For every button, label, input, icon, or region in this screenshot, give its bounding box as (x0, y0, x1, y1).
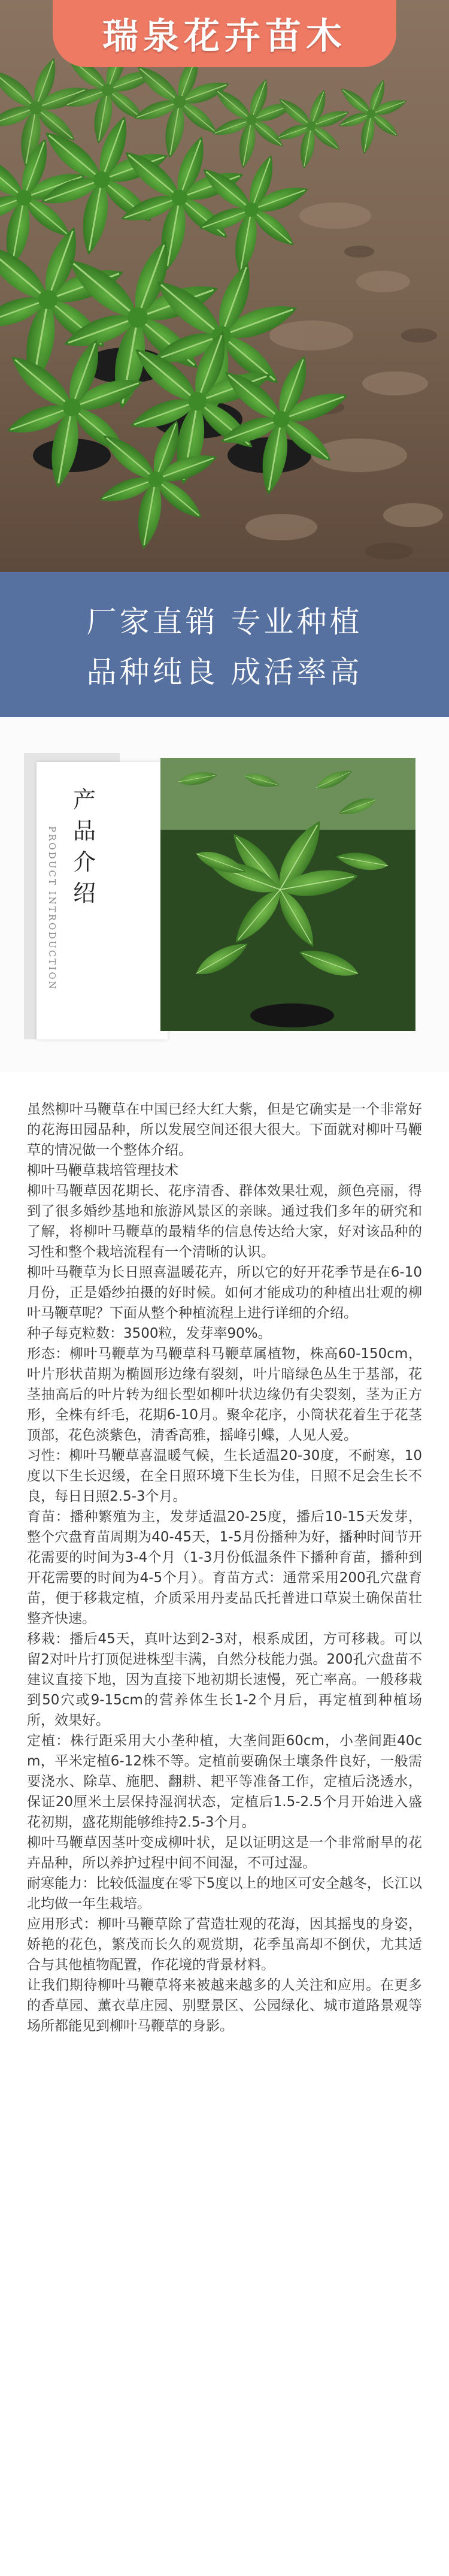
article-paragraph: 柳叶马鞭草因花期长、花序清香、群体效果壮观，颜色亮丽，得到了很多婚纱基地和旅游风景区的亲睐。通过我们多年的研究和了解，将柳叶马鞭草的最精华的信息传达给大家，好对该品种的习性和整个栽培流程有一个清晰的认识。 (27, 1183, 422, 1260)
article-paragraph: 定植：株行距采用大小垄种植，大垄间距60cm，小垄间距40cm，平米定植6-12株不等。定植前要确保土壤条件良好，一般需要浇水、除草、施肥、翻耕、耙平等准备工作，定植后浇透水，保证20厘米土层保持湿润状态，定植后1.5-2.5个月开始进入盛花初期，盛花期能够维持2.5-3个月。 (27, 1733, 422, 1830)
product-intro-section (0, 717, 449, 1072)
article-paragraph: 虽然柳叶马鞭草在中国已经大红大紫，但是它确实是一个非常好的花海田园品种，所以发展空间还很大很大。下面就对柳叶马鞭草的情况做一个整体介绍。 (27, 1102, 422, 1158)
intro-title: 产品介绍 (73, 787, 96, 906)
article-paragraph: 习性：柳叶马鞭草喜温暖气候，生长适温20-30度，不耐寒，10度以下生长迟缓，在全日照环境下生长为佳，日照不足会生长不良，每日日照2.5-3个月。 (27, 1448, 422, 1504)
slogan-line-2: 品种纯良 成活率高 (86, 655, 363, 690)
article-paragraph: 形态：柳叶马鞭草为马鞭草科马鞭草属植物，株高60-150cm，叶片形状苗期为椭圆形边缘有裂刻，叶片暗绿色丛生于基部，花茎抽高后的叶片转为细长型如柳叶状边缘仍有尖裂刻，茎为正方形，全株有纤毛，花期6-10月。聚伞花序，小筒状花着生于花茎顶部，花色淡紫色，清香高雅，摇峰引蝶，人见人爱。 (27, 1346, 422, 1443)
article-paragraph: 种子每克粒数：3500粒，发芽率90%。 (27, 1326, 272, 1341)
article-paragraph: 移栽：播后45天，真叶达到2-3对，根系成团，方可移栽。可以留2对叶片打顶促进株型丰满，自然分枝能力强。200孔穴盘苗不建议直接下地，因为直接下地初期长速慢，死亡率高。一般移栽到50穴或9-15cm的营养体生长1-2个月后，再定植到种植场所，效果好。 (27, 1631, 422, 1728)
brand-title-banner (53, 0, 396, 67)
article-paragraph: 柳叶马鞭草为长日照喜温暖花卉，所以它的好开花季节是在6-10月份，正是婚纱拍摄的好时候。如何才能成功的种植出壮观的柳叶马鞭草呢？下面从整个种植流程上进行详细的介绍。 (27, 1265, 422, 1321)
article-paragraph: 育苗：播种繁殖为主，发芽适温20-25度，播后10-15天发芽，整个穴盘育苗周期为40-45天，1-5月份播种为好，播种时间节开花需要的时间为3-4个月（1-3月份低温条件下播种育苗，播种到开花需要的时间为4-5个月）。育苗方式：通常采用200孔穴盘育苗，便于移栽定植，介质采用丹麦品氏托普进口草炭土确保苗壮整齐快速。 (27, 1509, 422, 1626)
seedling-closeup-photo (160, 758, 415, 1031)
article-paragraph: 柳叶马鞭草栽培管理技术 (27, 1163, 178, 1178)
brand-title: 瑞泉花卉苗木 (102, 16, 347, 58)
article-paragraph: 耐寒能力：比较低温度在零下5度以上的地区可安全越冬，长江以北均做一年生栽培。 (27, 1876, 422, 1912)
article-paragraph: 应用形式：柳叶马鞭草除了营造壮观的花海，因其摇曳的身姿，娇艳的花色，繁茂而长久的观赏期，花季虽高却不倒伏，尤其适合与其他植物配置，作花境的背景材料。 (27, 1916, 422, 1973)
hero-photo (0, 0, 449, 572)
intro-subtitle-en: PRODUCT INTRODUCTION (47, 826, 57, 991)
article-body (27, 1099, 422, 2036)
article-paragraph: 柳叶马鞭草因茎叶变成柳叶状，足以证明这是一个非常耐旱的花卉品种，所以养护过程中间不间湿，不可过湿。 (27, 1835, 422, 1871)
slogan-line-1: 厂家直销 专业种植 (86, 604, 363, 639)
slogan-panel (0, 572, 449, 717)
article-paragraph: 让我们期待柳叶马鞭草将来被越来越多的人关注和应用。在更多的香草园、薰衣草庄园、别墅景区、公园绿化、城市道路景观等场所都能见到柳叶马鞭草的身影。 (27, 1978, 422, 2034)
